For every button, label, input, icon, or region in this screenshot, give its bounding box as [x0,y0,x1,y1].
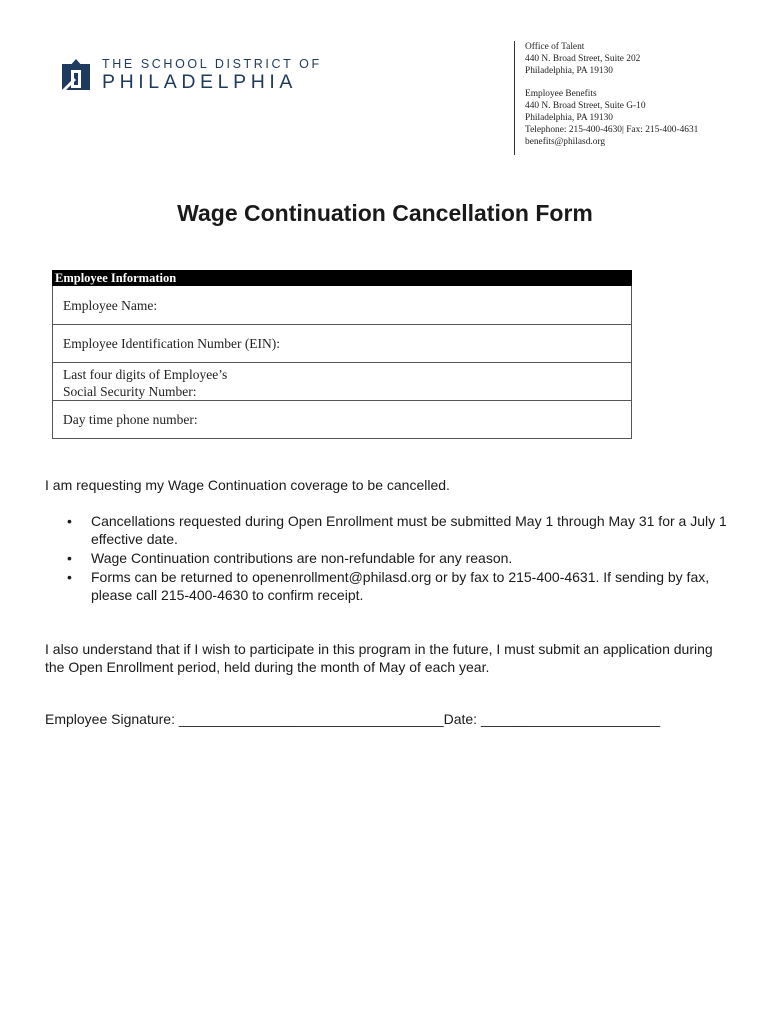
address-block [514,41,698,155]
ein-label: Employee Identification Number (EIN): [63,336,281,351]
phone-field[interactable] [52,401,632,439]
employee-name-label: Employee Name: [63,298,158,313]
benefits-name: Employee Benefits [525,89,597,99]
benefits-email: benefits@philasd.org [525,137,606,147]
bullet-text: Wage Continuation contributions are non-refundable for any reason. [91,550,513,566]
benefits-city: Philadelphia, PA 19130 [525,113,613,123]
conditions-list [45,512,735,605]
benefits-street: 440 N. Broad Street, Suite G-10 [525,101,646,111]
signature-field[interactable]: Employee Signature: __________________________________ [45,711,444,727]
understand-statement: I also understand that if I wish to participate in this program in the future, I must submit an application during the Open Enrollment period, held during the month of May of each year. [45,641,713,675]
bullet-icon: • [67,513,72,529]
district-logo [60,58,322,92]
employee-info-header: Employee Information [52,270,632,286]
logo-line-2: PHILADELPHIA [102,70,298,93]
bullet-icon: • [67,550,72,566]
list-item [45,568,735,604]
bullet-text: Cancellations requested during Open Enrollment must be submitted May 1 through May 31 for a July 1 effective date. [91,513,727,547]
list-item [45,512,735,548]
ein-field[interactable] [52,325,632,363]
bullet-icon: • [67,569,72,585]
office-name: Office of Talent [525,42,585,52]
logo-line-1: THE SCHOOL DISTRICT OF [102,57,322,71]
signature-line [45,710,735,728]
bullet-text: Forms can be returned to openenrollment@philasd.org or by fax to 215-400-4631. If sending by fax, please call 215-400-4630 to confirm receipt. [91,569,710,603]
ssn-label-line-1: Last four digits of Employee’s [63,367,228,382]
office-street: 440 N. Broad Street, Suite 202 [525,54,641,64]
phone-label: Day time phone number: [63,412,198,427]
employee-name-field[interactable] [52,286,632,325]
employee-info-table [52,270,632,439]
phone-fax: Telephone: 215-400-4630| Fax: 215-400-4631 [525,125,699,135]
ssn-label-line-2: Social Security Number: [63,384,197,399]
request-statement: I am requesting my Wage Continuation coverage to be cancelled. [45,477,450,493]
form-title: Wage Continuation Cancellation Form [177,200,593,226]
date-field[interactable]: Date: _______________________ [443,711,661,727]
office-city: Philadelphia, PA 19130 [525,66,613,76]
ssn-field[interactable] [52,363,632,401]
bell-tower-logo-icon [60,58,92,92]
list-item [45,549,735,567]
